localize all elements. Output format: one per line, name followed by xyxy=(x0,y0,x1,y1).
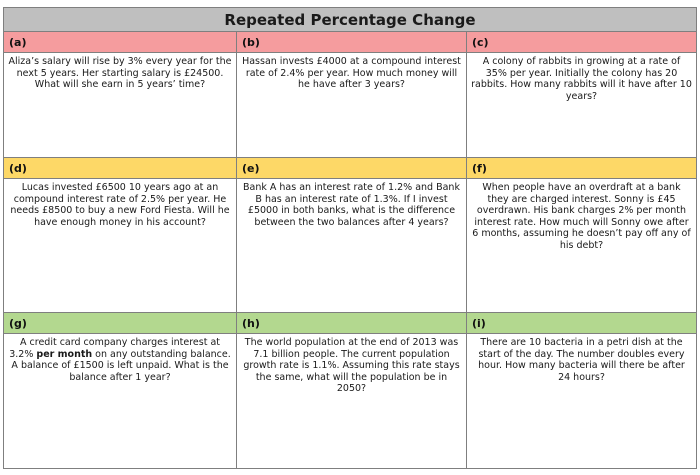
question-cell-g xyxy=(4,313,237,468)
question-cell-f xyxy=(467,158,696,313)
question-text-h: The world population at the end of 2013 was 7.1 billion people. The current population growth rate is 1.1%. Assuming this rate stays the same, what will the population be in 2050? xyxy=(243,337,460,395)
question-label-a: (a) xyxy=(4,32,236,53)
question-label-c: (c) xyxy=(467,32,696,53)
question-text-i: There are 10 bacteria in a petri dish at the start of the day. The number doubles every hour. How many bacteria will there be after 24 hours? xyxy=(478,337,685,383)
question-label-i: (i) xyxy=(467,313,696,334)
worksheet-title: Repeated Percentage Change xyxy=(4,8,696,32)
question-grid xyxy=(4,32,696,468)
worksheet xyxy=(3,7,697,469)
question-text-g-bold: per month xyxy=(36,348,93,360)
question-text-d: Lucas invested £6500 10 years ago at an compound interest rate of 2.5% per year. He needs £8500 to buy a new Ford Fiesta. Will he have enough money in his account? xyxy=(10,182,230,228)
question-label-f: (f) xyxy=(467,158,696,179)
question-text-g-end: on any outstanding balance. A balance of £1500 is left unpaid. What is the balance after 1 year? xyxy=(11,348,231,383)
question-cell-i xyxy=(467,313,696,468)
question-label-g: (g) xyxy=(4,313,236,334)
question-cell-d xyxy=(4,158,237,313)
question-text-c: A colony of rabbits in growing at a rate of 35% per year. Initially the colony has 20 rabbits. How many rabbits will it have after 10 years? xyxy=(471,56,692,102)
question-label-h: (h) xyxy=(237,313,466,334)
question-label-b: (b) xyxy=(237,32,466,53)
question-text-e: Bank A has an interest rate of 1.2% and Bank B has an interest rate of 1.3%. If I invest £5000 in both banks, what is the difference between the two balances after 4 years? xyxy=(243,182,460,228)
question-cell-c xyxy=(467,32,696,158)
question-cell-e xyxy=(237,158,467,313)
question-text-f: When people have an overdraft at a bank they are charged interest. Sonny is £45 overdrawn. His bank charges 2% per month interest rate. How much will Sonny owe after 6 months, assuming he doesn’t pay off any of his debt? xyxy=(472,182,691,251)
question-cell-b xyxy=(237,32,467,158)
question-text-a: Aliza’s salary will rise by 3% every year for the next 5 years. Her starting salary is £24500. What will she earn in 5 years’ time? xyxy=(8,56,232,91)
question-label-e: (e) xyxy=(237,158,466,179)
question-label-d: (d) xyxy=(4,158,236,179)
question-cell-a xyxy=(4,32,237,158)
question-text-g xyxy=(4,334,236,383)
question-text-b: Hassan invests £4000 at a compound interest rate of 2.4% per year. How much money will he have after 3 years? xyxy=(242,56,461,91)
question-text-g-start: A credit card company charges interest at 3.2% xyxy=(9,337,220,360)
question-cell-h xyxy=(237,313,467,468)
